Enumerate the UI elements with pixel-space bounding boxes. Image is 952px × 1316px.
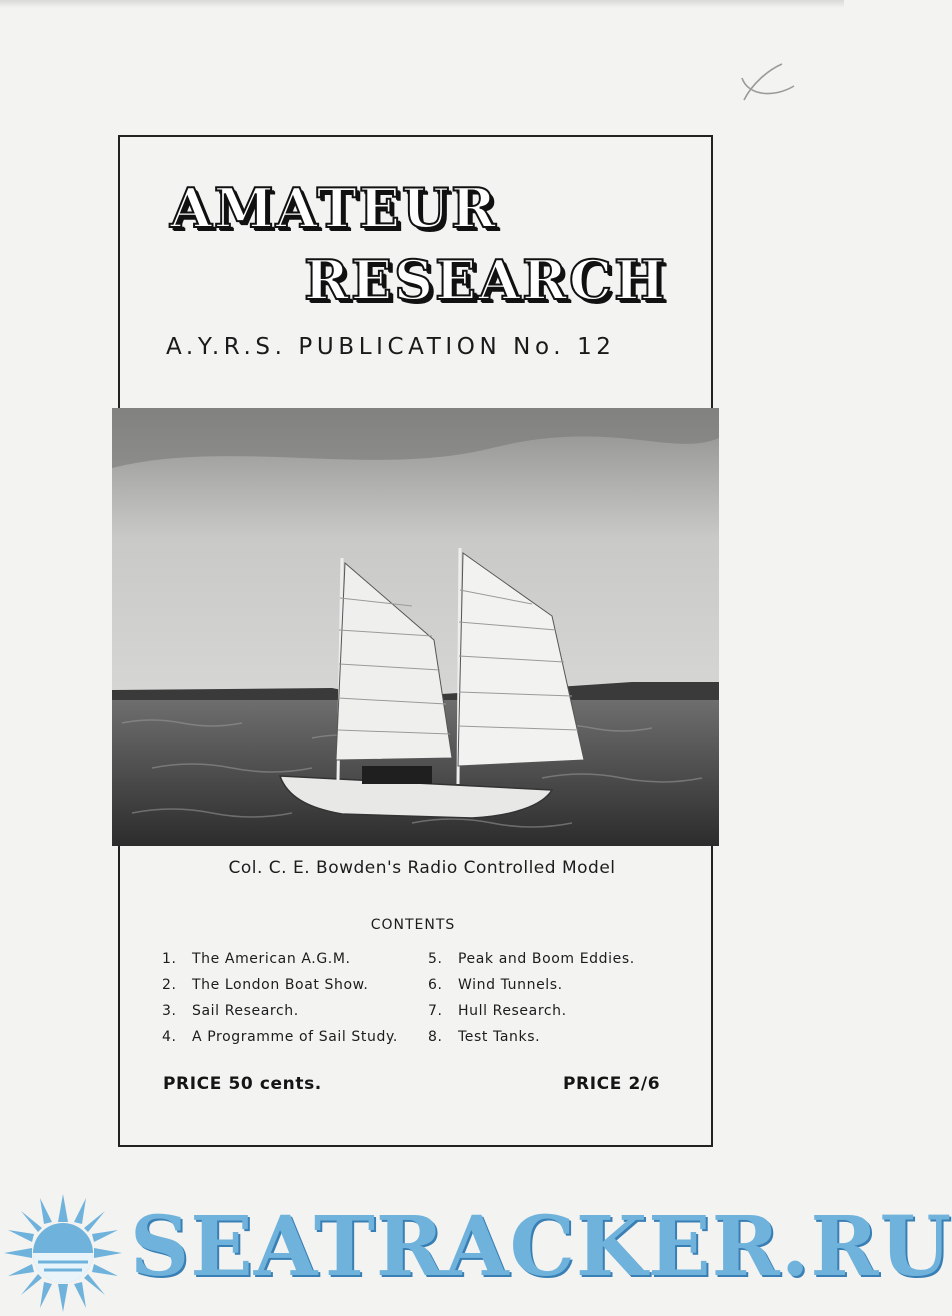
- contents-item: 2. The London Boat Show.: [162, 977, 369, 993]
- price-cents: PRICE 50 cents.: [163, 1074, 322, 1094]
- sailboat-photo: [112, 408, 719, 846]
- contents-list-left: [162, 946, 398, 1050]
- contents-list-right: [428, 946, 635, 1050]
- photo-caption: Col. C. E. Bowden's Radio Controlled Model: [228, 858, 616, 878]
- page-top-edge: [0, 0, 844, 8]
- price-shillings: PRICE 2/6: [563, 1074, 661, 1094]
- contents-item: 1. The American A.G.M.: [162, 951, 351, 967]
- contents-heading: CONTENTS: [370, 917, 456, 933]
- contents-item: 6. Wind Tunnels.: [428, 977, 563, 993]
- publication-number: A.Y.R.S. PUBLICATION No. 12: [166, 334, 616, 360]
- contents-item: 7. Hull Research.: [428, 1003, 567, 1019]
- contents-item: 5. Peak and Boom Eddies.: [428, 951, 635, 967]
- contents-item: 3. Sail Research.: [162, 1003, 299, 1019]
- title-research: RESEARCH: [304, 248, 667, 312]
- title-amateur: AMATEUR: [170, 176, 498, 240]
- pencil-mark: [738, 56, 798, 106]
- watermark-text: SEATRACKER.RU: [130, 1199, 952, 1295]
- sun-icon: [2, 1192, 124, 1314]
- watermark: [0, 1192, 952, 1312]
- contents-item: 8. Test Tanks.: [428, 1029, 541, 1045]
- contents-item: 4. A Programme of Sail Study.: [162, 1029, 398, 1045]
